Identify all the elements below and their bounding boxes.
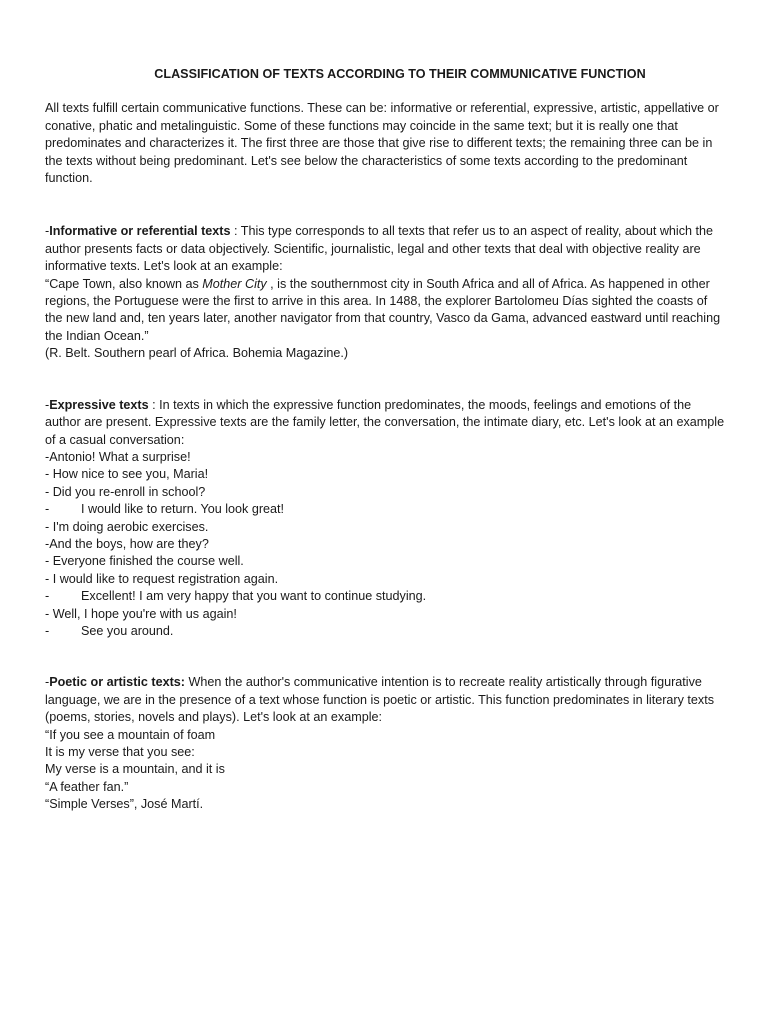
verse-line: “A feather fan.”: [45, 779, 129, 794]
quote-start: “Cape Town, also known as: [45, 276, 203, 291]
informative-description: : This type corresponds to all texts that refer us to an aspect of reality, about which the author presents facts or data objectively. Scientific, journalistic, legal and other texts that deal with objective reality are informative texts. Let's look at an example:: [45, 224, 714, 274]
quote-rest: , is the southernmost city in South Africa and all of Africa. As happened in other regions, the Portuguese were the first to arrive in this area. In 1488, the explorer Bartolomeu Días sighted the coasts of the new land and, ten years later, another navigator from that country, Vasco da Gama, advanced eastward until reaching the Indian Ocean.”: [45, 276, 721, 343]
dialogue-line: - Did you re-enroll in school?: [45, 484, 206, 499]
informative-paragraph: [45, 223, 725, 275]
poetic-prefix: -: [45, 675, 50, 690]
expressive-description: : In texts in which the expressive function predominates, the moods, feelings and emotions of the author are present. Expressive texts are the family letter, the conversation, the intimate diary, etc. Let's look at an example of a casual conversation:: [45, 397, 725, 447]
dialogue-line: - How nice to see you, Maria!: [45, 467, 209, 482]
intro-paragraph: All texts fulfill certain communicative functions. These can be: informative or referential, expressive, artistic, appellative or conative, phatic and metalinguistic. Some of these functions may coincide in the same text; but it is really one that predominates and characterizes it. The first three are those that give rise to different texts; the remaining three can be in the texts without being predominant. Let's see below the characteristics of some texts according to the predominant function.: [45, 101, 719, 186]
informative-prefix: -: [45, 224, 50, 239]
dialogue-dash: -: [45, 623, 50, 638]
dialogue-line: [45, 501, 725, 518]
dialogue-line: - I would like to request registration again.: [45, 571, 279, 586]
poetic-description: When the author's communicative intention is to recreate reality artistically through figurative language, we are in the presence of a text whose function is poetic or artistic. This function predominates in literary texts (poems, stories, novels and plays). Let's look at an example:: [45, 675, 714, 725]
quote-italic: Mother City: [202, 276, 267, 291]
informative-source: (R. Belt. Southern pearl of Africa. Bohemia Magazine.): [45, 346, 349, 361]
dialogue-text: Excellent! I am very happy that you want to continue studying.: [81, 589, 427, 604]
document-page: [45, 66, 725, 848]
dialogue-line: - I'm doing aerobic exercises.: [45, 519, 209, 534]
document-title: CLASSIFICATION OF TEXTS ACCORDING TO THEIR COMMUNICATIVE FUNCTION: [154, 67, 646, 81]
dialogue-line: -Antonio! What a surprise!: [45, 449, 191, 464]
dialogue-text: See you around.: [81, 623, 174, 638]
dialogue-line: -And the boys, how are they?: [45, 536, 209, 551]
expressive-paragraph: [45, 397, 725, 449]
verse-list: [45, 727, 725, 814]
section-expressive: [45, 397, 725, 641]
dialogue-line: - Everyone finished the course well.: [45, 554, 244, 569]
poetic-heading: Poetic or artistic texts:: [49, 675, 185, 690]
verse-line: It is my verse that you see:: [45, 745, 195, 759]
dialogue-line: [45, 588, 725, 605]
verse-line: “Simple Verses”, José Martí.: [45, 797, 204, 812]
dialogue-text: I would like to return. You look great!: [81, 502, 285, 517]
section-poetic: [45, 674, 725, 813]
dialogue-line: [45, 623, 725, 640]
dialogue-dash: -: [45, 589, 50, 604]
informative-quote: [45, 276, 725, 346]
informative-heading: Informative or referential texts: [49, 224, 231, 239]
verse-line: “If you see a mountain of foam: [45, 727, 216, 742]
expressive-prefix: -: [45, 397, 50, 412]
verse-line: My verse is a mountain, and it is: [45, 762, 225, 777]
section-informative: [45, 223, 725, 362]
poetic-paragraph: [45, 674, 725, 726]
dialogue-list: [45, 449, 725, 640]
expressive-heading: Expressive texts: [49, 397, 149, 412]
dialogue-line: - Well, I hope you're with us again!: [45, 606, 237, 621]
dialogue-dash: -: [45, 502, 50, 517]
